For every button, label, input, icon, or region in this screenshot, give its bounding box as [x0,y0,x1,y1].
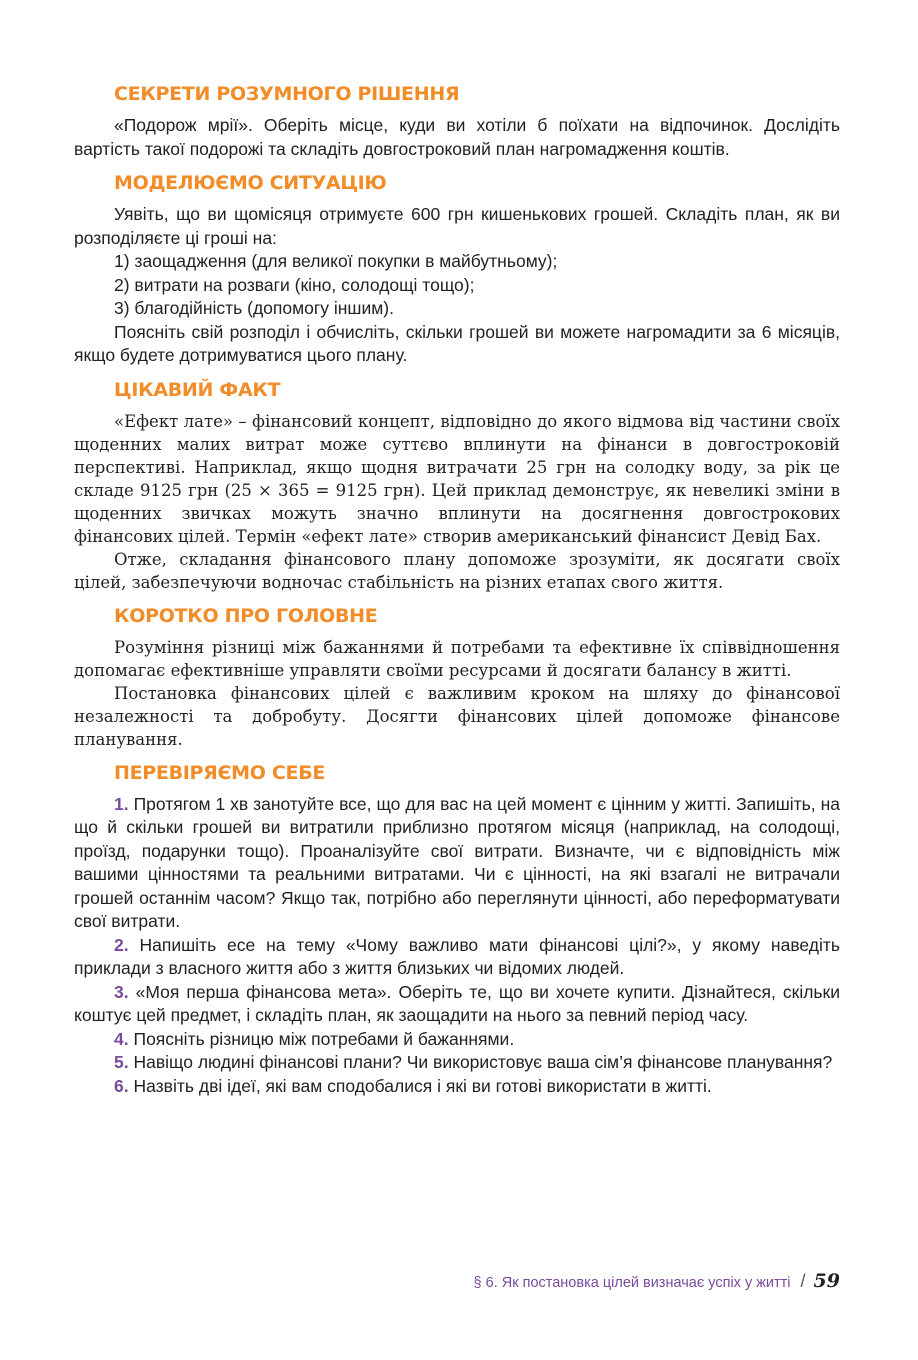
section-heading: ЦІКАВИЙ ФАКТ [114,378,281,401]
paragraph: Постановка фінансових цілей є важливим кроком на шляху до фінансової незалежності та добробуту. Досягти фінансових цілей допоможе фінансове планування. [74,683,840,749]
task-text: Навіщо людині фінансові плани? Чи використовує ваша сім’я фінансове планування? [133,1052,833,1072]
section-check [74,759,840,1099]
task-text: Поясніть різницю між потребами й бажаннями. [133,1028,515,1049]
paragraph: «Ефект лате» – фінансовий концепт, відповідно до якого відмова від частини своїх щоденних малих витрат може суттєво вплинути на фінанси в довгостроковій перспективі. Наприклад, якщо щодня витрачати 25 грн на солодку воду, за рік це складе 9125 грн (25 × 365 = 9125 грн). Цей приклад демонструє, як невеликі зміни в щоденних звичках можуть значно вплинути на досягнення довгострокових фінансових цілей. Термін «ефект лате» створив американський фінансист Девід Бах. [74,411,840,546]
section-summary [74,602,840,751]
section-secrets [74,80,840,161]
task-text: Назвіть дві ідеї, які вам сподобалися і які ви готові використати в житті. [133,1075,712,1096]
footer-separator: / [800,1271,806,1291]
list-item: 3) благодійність (допомогу іншим). [114,298,394,318]
task-item [74,1051,840,1075]
task-item [74,981,840,1028]
chapter-title: § 6. Як постановка цілей визначає успіх у житті [473,1275,791,1291]
task-text: Протягом 1 хв занотуйте все, що для вас на цей момент є цінним у житті. Запишіть, на що й скільки грошей ви витратили приблизно протягом місяця (наприклад, на солодощі, проїзд, подарунки тощо). Проаналізуйте свої витрати. Визначте, чи є відповідність між вашими цінностями та реальними витратами. Чи є цінності, на які взагалі не витрачали грошей останнім часом? Якщо так, потрібно або переглянути цінності, або переформатувати свої витрати. [74,793,840,931]
page-number: 59 [813,1270,840,1292]
task-item [74,1075,840,1099]
paragraph: «Подорож мрії». Оберіть місце, куди ви хотіли б поїхати на відпочинок. Дослідіть вартість такої подорожі та складіть довгостроковий план нагромадження коштів. [74,115,840,159]
section-heading: КОРОТКО ПРО ГОЛОВНЕ [114,604,378,627]
section-heading: МОДЕЛЮЄМО СИТУАЦІЮ [114,172,387,194]
paragraph: Поясніть свій розподіл і обчисліть, скільки грошей ви можете нагромадити за 6 місяців, якщо будете дотримуватися цього плану. [74,321,840,365]
task-number: 1. [114,793,129,814]
section-fact [74,376,840,594]
task-text: Напишіть есе на тему «Чому важливо мати фінансові цілі?», у якому наведіть приклади з власного життя або з життя близьких чи відомих людей. [74,934,841,978]
paragraph: Розуміння різниці між бажаннями й потребами та ефективне їх співвідношення допомагає ефективніше управляти своїми ресурсами й досягати балансу в житті. [74,637,840,680]
list-item: 2) витрати на розваги (кіно, солодощі тощо); [114,274,475,295]
task-item [74,1028,840,1052]
page-content [74,80,840,1106]
task-item [74,793,840,934]
task-item [74,934,840,981]
section-heading: ПЕРЕВІРЯЄМО СЕБЕ [114,761,326,784]
list-item: 1) заощадження (для великої покупки в майбутньому); [114,251,558,271]
paragraph: Отже, складання фінансового плану допоможе зрозуміти, як досягати своїх цілей, забезпечуючи водночас стабільність на різних етапах свого життя. [74,549,840,592]
section-modeling [74,169,840,368]
task-number: 4. [114,1028,129,1049]
task-number: 3. [114,981,129,1002]
task-number: 5. [114,1052,129,1072]
task-number: 2. [114,934,129,955]
task-number: 6. [114,1075,129,1096]
task-text: «Моя перша фінансова мета». Оберіть те, що ви хочете купити. Дізнайтеся, скільки коштує цей предмет, і складіть план, як заощадити на нього за певний період часу. [74,981,840,1025]
paragraph: Уявіть, що ви щомісяця отримуєте 600 грн кишенькових грошей. Складіть план, як ви розподіляєте ці гроші на: [74,204,840,248]
section-heading: СЕКРЕТИ РОЗУМНОГО РІШЕННЯ [114,83,460,105]
page-footer [474,1270,840,1292]
